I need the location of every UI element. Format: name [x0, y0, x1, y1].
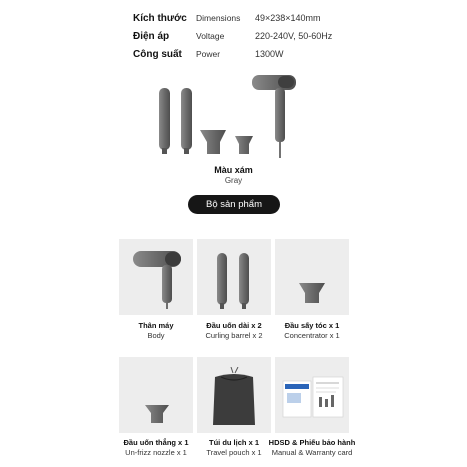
- item-name-vn: Đầu uốn dài x 2: [206, 321, 262, 330]
- spec-label-vn: Công suất: [133, 49, 182, 60]
- curling-barrel-image: [211, 249, 257, 311]
- item-name-en: Curling barrel x 2: [205, 331, 263, 340]
- spec-row-voltage: [0, 31, 467, 47]
- color-name-vn: Màu xám: [214, 165, 253, 175]
- item-name-en: Body: [147, 331, 165, 340]
- item-card-travel-pouch: [197, 357, 271, 433]
- travel-pouch-image: [207, 367, 261, 429]
- item-name-en: Manual & Warranty card: [271, 448, 353, 457]
- item-card-curling-barrel: [197, 239, 271, 315]
- item-name-en: Concentrator x 1: [284, 331, 340, 340]
- spec-label-en: Voltage: [196, 31, 225, 41]
- item-name-en: Un-frizz nozzle x 1: [125, 448, 187, 457]
- manual-image: [281, 375, 345, 421]
- item-card-body: [119, 239, 193, 315]
- spec-label-vn: Điện áp: [133, 31, 170, 42]
- spec-label-en: Dimensions: [196, 13, 241, 23]
- item-name-vn: Đầu sấy tóc x 1: [284, 321, 340, 330]
- product-set-image: [150, 72, 310, 160]
- item-name-vn: Túi du lịch x 1: [208, 438, 259, 447]
- item-name-en: Travel pouch x 1: [206, 448, 262, 457]
- item-card-unfrizz-nozzle: [119, 357, 193, 433]
- item-name-vn: HDSD & Phiếu bảo hành: [268, 438, 356, 447]
- item-name-vn: Thân máy: [138, 321, 174, 330]
- spec-value: 1300W: [255, 49, 284, 59]
- hair-dryer-image: [129, 247, 185, 309]
- spec-value: 220-240V, 50-60Hz: [255, 31, 333, 41]
- item-card-manual: [275, 357, 349, 433]
- spec-value: 49×238×140mm: [255, 13, 321, 23]
- unfrizz-nozzle-image: [143, 401, 171, 425]
- spec-row-dimensions: [0, 13, 467, 29]
- concentrator-image: [297, 279, 327, 305]
- spec-label-en: Power: [196, 49, 221, 59]
- product-set-button[interactable]: Bộ sản phẩm: [188, 195, 280, 214]
- color-name-en: Gray: [224, 176, 243, 185]
- item-card-concentrator: [275, 239, 349, 315]
- spec-label-vn: Kích thước: [133, 13, 187, 24]
- item-name-vn: Đầu uốn thẳng x 1: [123, 438, 189, 447]
- spec-row-power: [0, 49, 467, 65]
